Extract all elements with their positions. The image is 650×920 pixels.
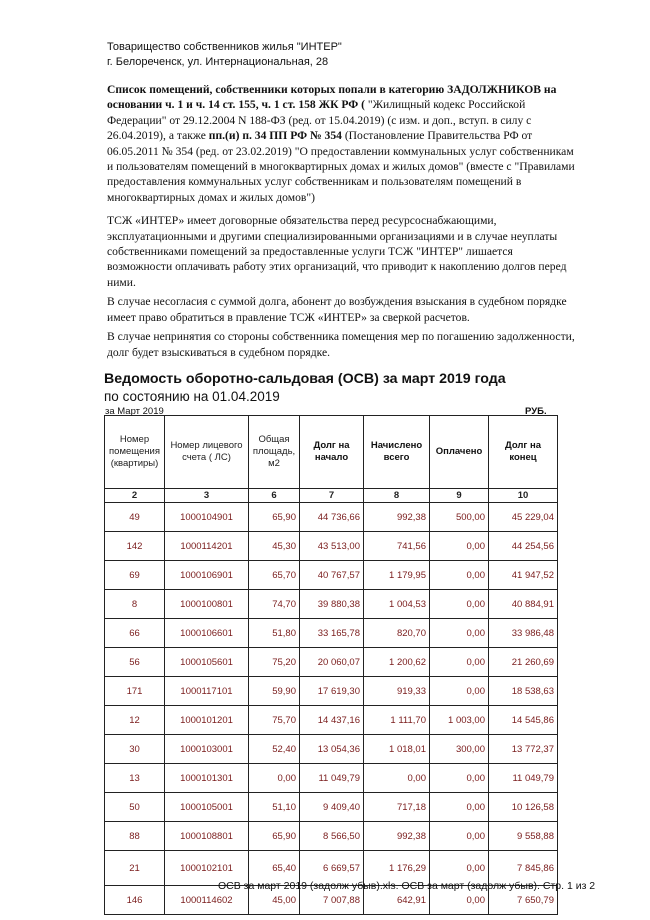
cell-paid: 0,00 xyxy=(430,532,489,561)
cell-charged: 919,33 xyxy=(364,677,430,706)
cell-debt-end: 9 558,88 xyxy=(489,822,558,851)
cell-area: 75,20 xyxy=(249,648,300,677)
cell-charged: 1 176,29 xyxy=(364,851,430,886)
table-row xyxy=(105,590,558,619)
report-subtitle: по состоянию на 01.04.2019 xyxy=(104,389,280,404)
table-row xyxy=(105,822,558,851)
cell-debt-end: 33 986,48 xyxy=(489,619,558,648)
cell-account: 1000108801 xyxy=(165,822,249,851)
report-title: Ведомость оборотно-сальдовая (ОСВ) за март 2019 года xyxy=(104,371,506,387)
report-currency: РУБ. xyxy=(525,406,547,417)
cell-charged: 820,70 xyxy=(364,619,430,648)
table-row xyxy=(105,764,558,793)
table-column-numbers-row xyxy=(105,489,558,503)
legal-basis-bold-2: пп.(и) п. 34 ПП РФ № 354 xyxy=(208,129,342,143)
cell-paid: 1 003,00 xyxy=(430,706,489,735)
cell-area: 65,90 xyxy=(249,503,300,532)
cell-area: 65,70 xyxy=(249,561,300,590)
cell-apartment: 49 xyxy=(105,503,165,532)
column-number: 8 xyxy=(364,489,430,503)
cell-paid: 0,00 xyxy=(430,764,489,793)
cell-debt-end: 41 947,52 xyxy=(489,561,558,590)
cell-area: 45,00 xyxy=(249,886,300,915)
header-area: Общая площадь, м2 xyxy=(249,416,300,489)
court-paragraph: В случае непринятия со стороны собственника помещения мер по погашению задолженности, долг будет взыскиваться в судебном порядке. xyxy=(107,330,575,359)
table-row xyxy=(105,619,558,648)
cell-apartment: 12 xyxy=(105,706,165,735)
cell-debt-end: 40 884,91 xyxy=(489,590,558,619)
cell-apartment: 50 xyxy=(105,793,165,822)
cell-charged: 992,38 xyxy=(364,503,430,532)
cell-account: 1000114201 xyxy=(165,532,249,561)
cell-paid: 0,00 xyxy=(430,648,489,677)
cell-apartment: 56 xyxy=(105,648,165,677)
cell-apartment: 66 xyxy=(105,619,165,648)
cell-apartment: 13 xyxy=(105,764,165,793)
cell-charged: 717,18 xyxy=(364,793,430,822)
cell-debt-start: 40 767,57 xyxy=(300,561,364,590)
cell-debt-start: 14 437,16 xyxy=(300,706,364,735)
cell-debt-start: 7 007,88 xyxy=(300,886,364,915)
legal-basis-text-2: (Постановление Правительства РФ от 06.05.2011 № 354 (ред. от 23.02.2019) "О предоставлении коммунальных услуг собственникам и пользователям помещений в многоквартирных домах и жилых домов" (вместе с "Правилами предоставления коммунальных услуг собственникам и пользователям помещений в многоквартирных домах и жилых домов") xyxy=(107,129,575,204)
cell-charged: 1 179,95 xyxy=(364,561,430,590)
cell-debt-start: 6 669,57 xyxy=(300,851,364,886)
cell-debt-end: 18 538,63 xyxy=(489,677,558,706)
page-footer: ОСВ за март 2019 (задолж убыв).xls. ОСВ за март (задолж убыв). Стр. 1 из 2 xyxy=(218,880,596,892)
cell-charged: 992,38 xyxy=(364,822,430,851)
column-number: 6 xyxy=(249,489,300,503)
cell-area: 75,70 xyxy=(249,706,300,735)
cell-charged: 1 111,70 xyxy=(364,706,430,735)
cell-charged: 1 018,01 xyxy=(364,735,430,764)
cell-debt-start: 39 880,38 xyxy=(300,590,364,619)
column-number: 9 xyxy=(430,489,489,503)
cell-area: 65,40 xyxy=(249,851,300,886)
cell-account: 1000101201 xyxy=(165,706,249,735)
table-header-row xyxy=(105,416,558,489)
organization-address: г. Белореченск, ул. Интернациональная, 28 xyxy=(107,56,329,68)
header-account: Номер лицевого счета ( ЛС) xyxy=(165,416,249,489)
header-charged: Начислено всего xyxy=(364,416,430,489)
cell-area: 52,40 xyxy=(249,735,300,764)
cell-paid: 0,00 xyxy=(430,561,489,590)
column-number: 2 xyxy=(105,489,165,503)
header-debt-start: Долг на начало xyxy=(300,416,364,489)
cell-debt-end: 11 049,79 xyxy=(489,764,558,793)
disagreement-paragraph: В случае несогласия с суммой долга, абонент до возбуждения взыскания в судебном порядке имеет право обратиться в правление ТСЖ «ИНТЕР» за сверкой расчетов. xyxy=(107,295,567,324)
cell-debt-start: 8 566,50 xyxy=(300,822,364,851)
cell-area: 45,30 xyxy=(249,532,300,561)
cell-area: 0,00 xyxy=(249,764,300,793)
cell-paid: 0,00 xyxy=(430,793,489,822)
cell-apartment: 8 xyxy=(105,590,165,619)
table-row xyxy=(105,503,558,532)
cell-account: 1000101301 xyxy=(165,764,249,793)
cell-paid: 0,00 xyxy=(430,619,489,648)
cell-apartment: 146 xyxy=(105,886,165,915)
cell-debt-end: 21 260,69 xyxy=(489,648,558,677)
cell-paid: 0,00 xyxy=(430,851,489,886)
cell-paid: 0,00 xyxy=(430,886,489,915)
cell-paid: 0,00 xyxy=(430,822,489,851)
column-number: 3 xyxy=(165,489,249,503)
cell-charged: 741,56 xyxy=(364,532,430,561)
table-row xyxy=(105,532,558,561)
report-period: за Март 2019 xyxy=(105,406,164,417)
cell-paid: 0,00 xyxy=(430,590,489,619)
cell-area: 51,80 xyxy=(249,619,300,648)
table-row xyxy=(105,793,558,822)
cell-apartment: 69 xyxy=(105,561,165,590)
header-apartment: Номер помещения (квартиры) xyxy=(105,416,165,489)
cell-account: 1000100801 xyxy=(165,590,249,619)
cell-debt-start: 33 165,78 xyxy=(300,619,364,648)
cell-debt-start: 20 060,07 xyxy=(300,648,364,677)
cell-apartment: 30 xyxy=(105,735,165,764)
cell-account: 1000105001 xyxy=(165,793,249,822)
cell-paid: 500,00 xyxy=(430,503,489,532)
cell-area: 74,70 xyxy=(249,590,300,619)
column-number: 10 xyxy=(489,489,558,503)
obligations-paragraph: ТСЖ «ИНТЕР» имеет договорные обязательства перед ресурсоснабжающими, эксплуатационными и другими специализированными организациями и в случае неуплаты собственниками помещений за предоставленные услуги ТСЖ "ИНТЕР" лишается возможности оплачивать работу этих организаций, что приводит к накоплению долгов перед ними. xyxy=(107,214,567,289)
legal-basis-text-1: "Жилищный кодекс Российской Федерации" от 29.12.2004 N 188-ФЗ (ред. от 15.04.2019) (с изм. и доп., вступ. в силу с 26.04.2019), а также xyxy=(107,98,532,143)
table-row xyxy=(105,648,558,677)
cell-account: 1000102101 xyxy=(165,851,249,886)
cell-account: 1000114602 xyxy=(165,886,249,915)
legal-basis-paragraph xyxy=(107,82,577,205)
cell-debt-start: 9 409,40 xyxy=(300,793,364,822)
cell-account: 1000105601 xyxy=(165,648,249,677)
cell-charged: 1 200,62 xyxy=(364,648,430,677)
cell-paid: 0,00 xyxy=(430,677,489,706)
osv-table xyxy=(104,415,558,915)
organization-name: Товарищество собственников жилья "ИНТЕР" xyxy=(107,41,342,53)
intro-text xyxy=(107,82,577,364)
legal-basis-bold-1: Список помещений, собственники которых попали в категорию ЗАДОЛЖНИКОВ на основании ч. 1 и ч. 14 ст. 155, ч. 1 ст. 158 ЖК РФ ( xyxy=(107,83,557,112)
cell-charged: 1 004,53 xyxy=(364,590,430,619)
cell-debt-end: 7 650,79 xyxy=(489,886,558,915)
cell-debt-end: 14 545,86 xyxy=(489,706,558,735)
header-debt-end: Долг на конец xyxy=(489,416,558,489)
cell-debt-end: 13 772,37 xyxy=(489,735,558,764)
cell-account: 1000104901 xyxy=(165,503,249,532)
table-row xyxy=(105,561,558,590)
cell-account: 1000117101 xyxy=(165,677,249,706)
cell-area: 59,90 xyxy=(249,677,300,706)
header-paid: Оплачено xyxy=(430,416,489,489)
cell-debt-start: 43 513,00 xyxy=(300,532,364,561)
cell-debt-start: 11 049,79 xyxy=(300,764,364,793)
cell-account: 1000106601 xyxy=(165,619,249,648)
cell-debt-start: 17 619,30 xyxy=(300,677,364,706)
organization-header xyxy=(107,40,342,70)
cell-apartment: 21 xyxy=(105,851,165,886)
table-row xyxy=(105,706,558,735)
cell-debt-end: 10 126,58 xyxy=(489,793,558,822)
cell-apartment: 142 xyxy=(105,532,165,561)
cell-apartment: 171 xyxy=(105,677,165,706)
cell-area: 65,90 xyxy=(249,822,300,851)
table-row xyxy=(105,677,558,706)
cell-debt-start: 13 054,36 xyxy=(300,735,364,764)
cell-account: 1000103001 xyxy=(165,735,249,764)
cell-account: 1000106901 xyxy=(165,561,249,590)
cell-charged: 642,91 xyxy=(364,886,430,915)
cell-paid: 300,00 xyxy=(430,735,489,764)
column-number: 7 xyxy=(300,489,364,503)
cell-area: 51,10 xyxy=(249,793,300,822)
table-row xyxy=(105,735,558,764)
cell-debt-end: 45 229,04 xyxy=(489,503,558,532)
cell-debt-end: 7 845,86 xyxy=(489,851,558,886)
cell-debt-end: 44 254,56 xyxy=(489,532,558,561)
cell-charged: 0,00 xyxy=(364,764,430,793)
cell-debt-start: 44 736,66 xyxy=(300,503,364,532)
cell-apartment: 88 xyxy=(105,822,165,851)
